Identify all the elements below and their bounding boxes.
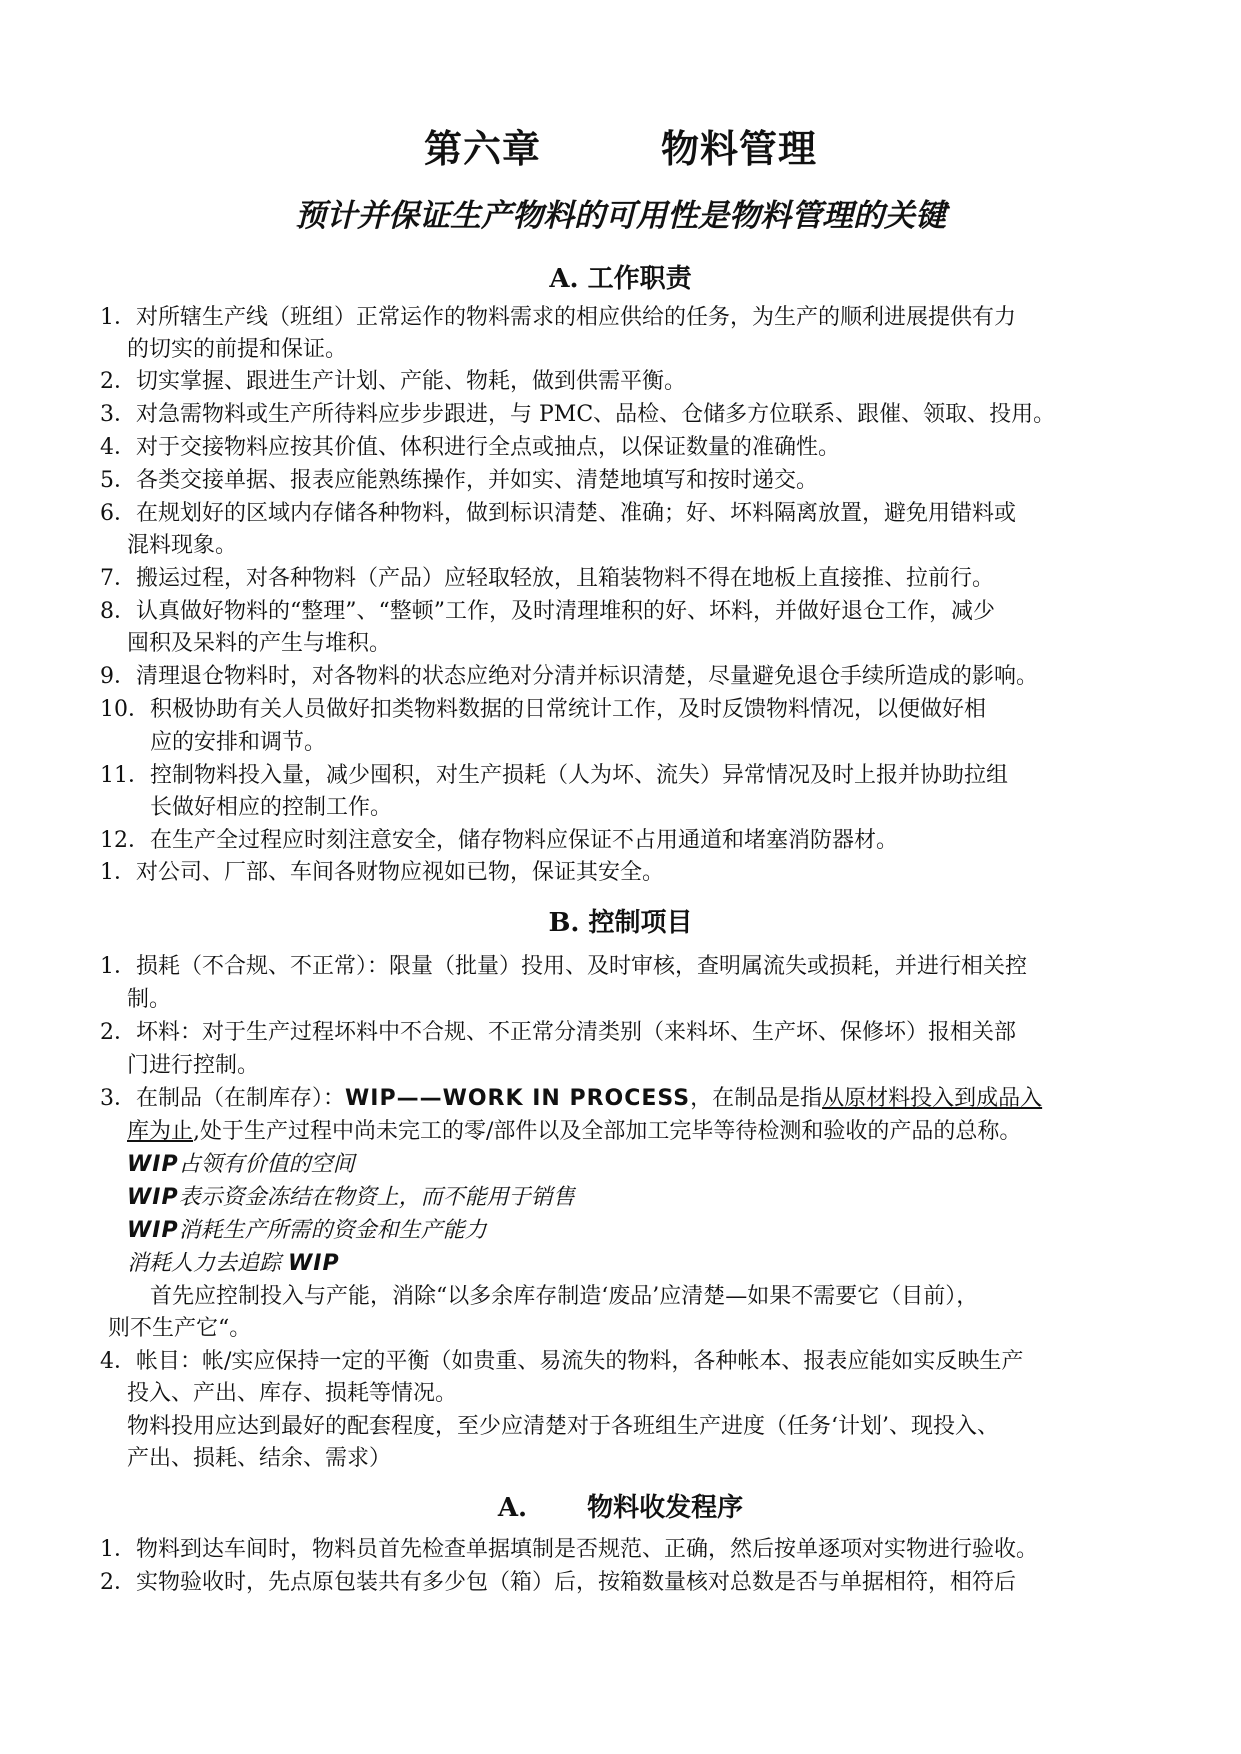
duty-line: 7．搬运过程，对各种物料（产品）应轻取轻放，且箱装物料不得在地板上直接推、拉前行。 xyxy=(100,566,995,591)
chapter-name: 物料管理 xyxy=(661,126,818,171)
duty-line: 囤积及呆料的产生与堆积。 xyxy=(127,631,392,656)
wip-point: 消耗人力去追踪 WIP xyxy=(127,1251,340,1276)
duty-line: 5．各类交接单据、报表应能熟练操作，并如实、清楚地填写和按时递交。 xyxy=(100,468,818,493)
duty-line: 4．对于交接物料应按其价值、体积进行全点或抽点，以保证数量的准确性。 xyxy=(100,435,840,460)
control-line: 投入、产出、库存、损耗等情况。 xyxy=(127,1381,458,1406)
section-heading-control: B. 控制项目 xyxy=(548,908,693,938)
duty-line: 应的安排和调节。 xyxy=(150,730,327,755)
duty-line: 1．对公司、厂部、车间各财物应视如已物，保证其安全。 xyxy=(100,860,664,885)
duty-line: 11．控制物料投入量，减少囤积，对生产损耗（人为坏、流失）异常情况及时上报并协助拉组 xyxy=(100,763,1008,788)
duty-line: 长做好相应的控制工作。 xyxy=(150,795,393,820)
procedure-line: 2．实物验收时，先点原包装共有多少包（箱）后，按箱数量核对总数是否与单据相符，相符后 xyxy=(100,1570,1017,1595)
control-paragraph: 则不生产它“。 xyxy=(108,1316,252,1341)
procedure-line: 1．物料到达车间时，物料员首先检查单据填制是否规范、正确，然后按单逐项对实物进行验收。 xyxy=(100,1537,1039,1562)
section-heading-duties: A. 工作职责 xyxy=(549,264,692,294)
control-line: 1．损耗（不合规、不正常）：限量（批量）投用、及时审核，查明属流失或损耗，并进行相关控 xyxy=(100,954,1028,979)
duty-line: 的切实的前提和保证。 xyxy=(127,337,348,362)
control-paragraph: 首先应控制投入与产能，消除“以多余库存制造‘废品’应清楚—如果不需要它（目前）， xyxy=(150,1284,979,1309)
duty-line: 9．清理退仓物料时，对各物料的状态应绝对分清并标识清楚，尽量避免退仓手续所造成的影响。 xyxy=(100,664,1039,689)
wip-definition: WIP——WORK IN PROCESS xyxy=(345,1086,691,1111)
underlined-phrase: 库为止 xyxy=(127,1119,194,1144)
duty-line: 12．在生产全过程应时刻注意安全，储存物料应保证不占用通道和堵塞消防器材。 xyxy=(100,828,898,853)
duty-line: 2．切实掌握、跟进生产计划、产能、物耗，做到供需平衡。 xyxy=(100,369,686,394)
duty-line: 8．认真做好物料的“整理”、“整顿”工作，及时清理堆积的好、坏料，并做好退仓工作，减少 xyxy=(100,599,995,624)
control-line: 物料投用应达到最好的配套程度，至少应清楚对于各班组生产进度（任务‘计划’、现投入、 xyxy=(127,1414,999,1439)
duty-line: 混料现象。 xyxy=(127,533,238,558)
section-heading-procedure: A. 物料收发程序 xyxy=(497,1493,744,1523)
control-line-wip: 3．在制品（在制库存）：WIP——WORK IN PROCESS，在制品是指从原材料投入到成品入 xyxy=(100,1086,1043,1111)
control-line: 4．帐目：帐/实应保持一定的平衡（如贵重、易流失的物料，各种帐本、报表应能如实反映生产 xyxy=(100,1349,1024,1374)
duty-line: 6．在规划好的区域内存储各种物料，做到标识清楚、准确；好、坏料隔离放置，避免用错料或 xyxy=(100,501,1017,526)
control-line: 门进行控制。 xyxy=(127,1053,260,1078)
chapter-number: 第六章 xyxy=(423,126,541,171)
wip-point: WIP占领有价值的空间 xyxy=(127,1152,355,1177)
control-line: 库为止,处于生产过程中尚未完工的零/部件以及全部加工完毕等待检测和验收的产品的总称。 xyxy=(127,1119,1022,1144)
wip-point: WIP表示资金冻结在物资上，而不能用于销售 xyxy=(127,1185,575,1210)
control-line: 2．坏料：对于生产过程坏料中不合规、不正常分清类别（来料坏、生产坏、保修坏）报相关部 xyxy=(100,1020,1017,1045)
duty-line: 1．对所辖生产线（班组）正常运作的物料需求的相应供给的任务，为生产的顺利进展提供有力 xyxy=(100,305,1017,330)
control-line: 产出、损耗、结余、需求） xyxy=(127,1446,392,1471)
chapter-subtitle: 预计并保证生产物料的可用性是物料管理的关键 xyxy=(295,198,946,234)
underlined-phrase: 从原材料投入到成品入 xyxy=(822,1086,1043,1111)
chapter-title xyxy=(0,118,1241,173)
wip-point: WIP消耗生产所需的资金和生产能力 xyxy=(127,1218,487,1243)
duty-line: 3．对急需物料或生产所待料应步步跟进，与 PMC、品检、仓储多方位联系、跟催、领取、投用。 xyxy=(100,402,1056,427)
duty-line: 10．积极协助有关人员做好扣类物料数据的日常统计工作，及时反馈物料情况，以便做好相 xyxy=(100,697,986,722)
control-line: 制。 xyxy=(127,987,172,1012)
